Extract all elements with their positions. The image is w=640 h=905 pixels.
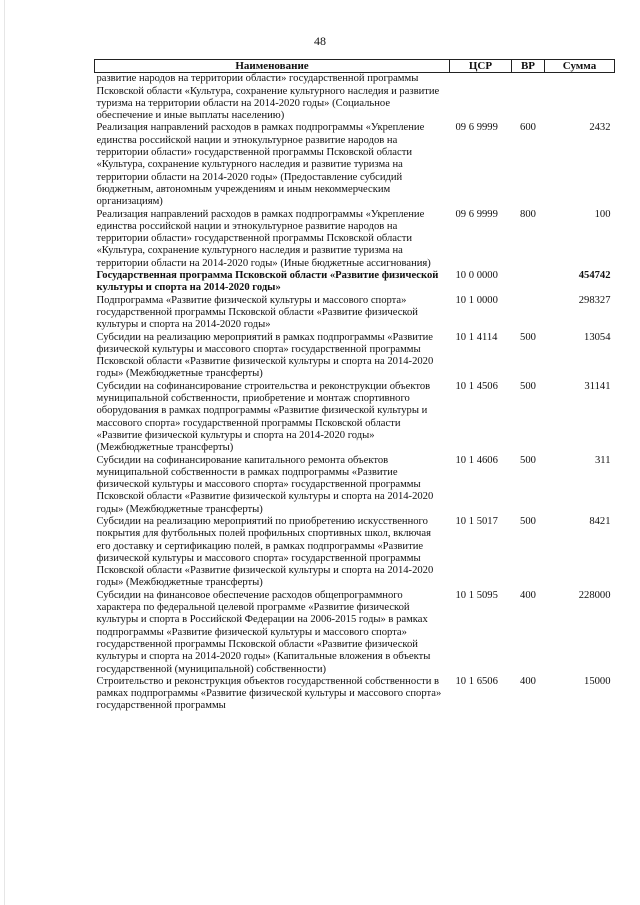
- row-vr: [512, 295, 545, 332]
- row-vr: 800: [520, 208, 536, 220]
- row-csr: 10 1 0000: [455, 294, 498, 306]
- row-sum: 2432: [589, 122, 611, 134]
- row-vr: 400: [520, 589, 536, 601]
- row-name: Реализация направлений расходов в рамках подпрограммы «Укрепление единства российской нации и этнокультурное развитие народов на территории области» государственной программы Псковской области «Культура, сохранение культурного наследия и развитие туризма на территории области на 2014-2020 годы» (Предоставление субсидий бюджетным, автономным учреждениям и иным некоммерческим организациям): [96, 122, 425, 208]
- row-name: Субсидии на финансовое обеспечение расходов общепрограммного характера по федеральной целевой программе «Развитие физической культуры и спорта в Российской Федерации на 2006-2015 годы» в рамках подпрограммы «Развитие физической культуры и массового спорта» государственной программы Псковской области «Развитие физической культуры и спорта на 2014-2020 годы» (Капитальные вложения в объекты государственной (муниципальной) собственности): [96, 589, 431, 675]
- row-csr: 10 1 4606: [455, 454, 498, 466]
- row-sum: 228000: [578, 589, 611, 601]
- row-csr: 09 6 9999: [455, 208, 498, 220]
- table-row: [95, 381, 615, 455]
- row-name: Подпрограмма «Развитие физической культуры и массового спорта» государственной программы Псковской области «Развитие физической культуры и спорта на 2014-2020 годы»: [96, 294, 418, 331]
- scan-edge: [4, 0, 5, 905]
- row-name: развитие народов на территории области» государственной программы Псковской области «Культура, сохранение культурного наследия и развитие туризма на территории области на 2014-2020 годы» (Социальное обеспечение и иные выплаты населению): [96, 73, 440, 122]
- header-vr: ВР: [512, 60, 545, 73]
- row-csr: 10 1 6506: [455, 675, 498, 687]
- row-csr: 10 0 0000: [455, 270, 498, 282]
- table-row: [95, 270, 615, 295]
- row-vr: 600: [520, 122, 536, 134]
- row-name: Субсидии на софинансирование капитального ремонта объектов муниципальной собственности в рамках подпрограммы «Развитие физической культуры и массового спорта» государственной программы Псковской области «Развитие физической культуры и спорта на 2014-2020 годы» (Межбюджетные трансферты): [96, 454, 434, 515]
- table-row: [95, 332, 615, 381]
- row-name: Государственная программа Псковской области «Развитие физической культуры и спорта на 2014-2020 годы»: [96, 270, 439, 294]
- page-number: 48: [314, 34, 326, 48]
- row-csr: 09 6 9999: [455, 122, 498, 134]
- budget-table: [94, 59, 615, 713]
- row-sum: 311: [595, 454, 611, 466]
- row-sum: 100: [594, 208, 611, 220]
- table-body: [95, 73, 615, 713]
- row-sum: 13054: [584, 331, 611, 343]
- row-csr: 10 1 4506: [455, 380, 498, 392]
- row-name: Реализация направлений расходов в рамках подпрограммы «Укрепление единства российской нации и этнокультурное развитие народов на территории области» государственной программы Псковской области «Культура, сохранение культурного наследия и развитие туризма на территории области на 2014-2020 годы» (Иные бюджетные ассигнования): [96, 208, 431, 269]
- row-name: Строительство и реконструкция объектов государственной собственности в рамках подпрограммы «Развитие физической культуры и массового спорта» государственной программы: [96, 675, 442, 712]
- row-sum: 15000: [584, 675, 611, 687]
- row-vr: [512, 73, 545, 123]
- row-vr: 500: [520, 380, 536, 392]
- table-row: [95, 209, 615, 270]
- row-sum: 8421: [589, 515, 611, 527]
- row-vr: 500: [520, 515, 536, 527]
- table-row: [95, 516, 615, 590]
- row-csr: 10 1 4114: [455, 331, 498, 343]
- table-header-row: [95, 60, 615, 73]
- table-row: [95, 676, 615, 713]
- row-sum: 454742: [578, 270, 611, 282]
- row-name: Субсидии на реализацию мероприятий по приобретению искусственного покрытия для футбольных полей профильных спортивных школ, включая его доставку и сертификацию полей, в рамках подпрограммы «Развитие физической культуры и массового спорта» государственной программы Псковской области «Развитие физической культуры и спорта на 2014-2020 годы» (Межбюджетные трансферты): [96, 515, 434, 589]
- table-row: [95, 455, 615, 516]
- row-name: Субсидии на реализацию мероприятий в рамках подпрограммы «Развитие физической культуры и массового спорта» государственной программы Псковской области «Развитие физической культуры и спорта на 2014-2020 годы» (Межбюджетные трансферты): [96, 331, 434, 380]
- table-row: [95, 590, 615, 676]
- row-csr: 10 1 5095: [455, 589, 498, 601]
- row-vr: 500: [520, 454, 536, 466]
- row-name: Субсидии на софинансирование строительства и реконструкции объектов муниципальной собственности, приобретение и монтаж спортивного оборудования в рамках подпрограммы «Развитие физической культуры и массового спорта» государственной программы Псковской области «Развитие физической культуры и спорта на 2014-2020 годы» (Межбюджетные трансферты): [96, 380, 431, 454]
- table-row: [95, 122, 615, 208]
- header-sum: Сумма: [545, 60, 615, 73]
- row-csr: [450, 73, 512, 123]
- row-csr: 10 1 5017: [455, 515, 498, 527]
- row-sum: 31141: [584, 380, 611, 392]
- header-name: Наименование: [95, 60, 450, 73]
- row-sum: [545, 73, 615, 123]
- table-row: [95, 295, 615, 332]
- row-sum: 298327: [578, 294, 611, 306]
- header-csr: ЦСР: [450, 60, 512, 73]
- row-vr: 400: [520, 675, 536, 687]
- table-row: [95, 73, 615, 123]
- row-vr: 500: [520, 331, 536, 343]
- row-vr: [512, 270, 545, 295]
